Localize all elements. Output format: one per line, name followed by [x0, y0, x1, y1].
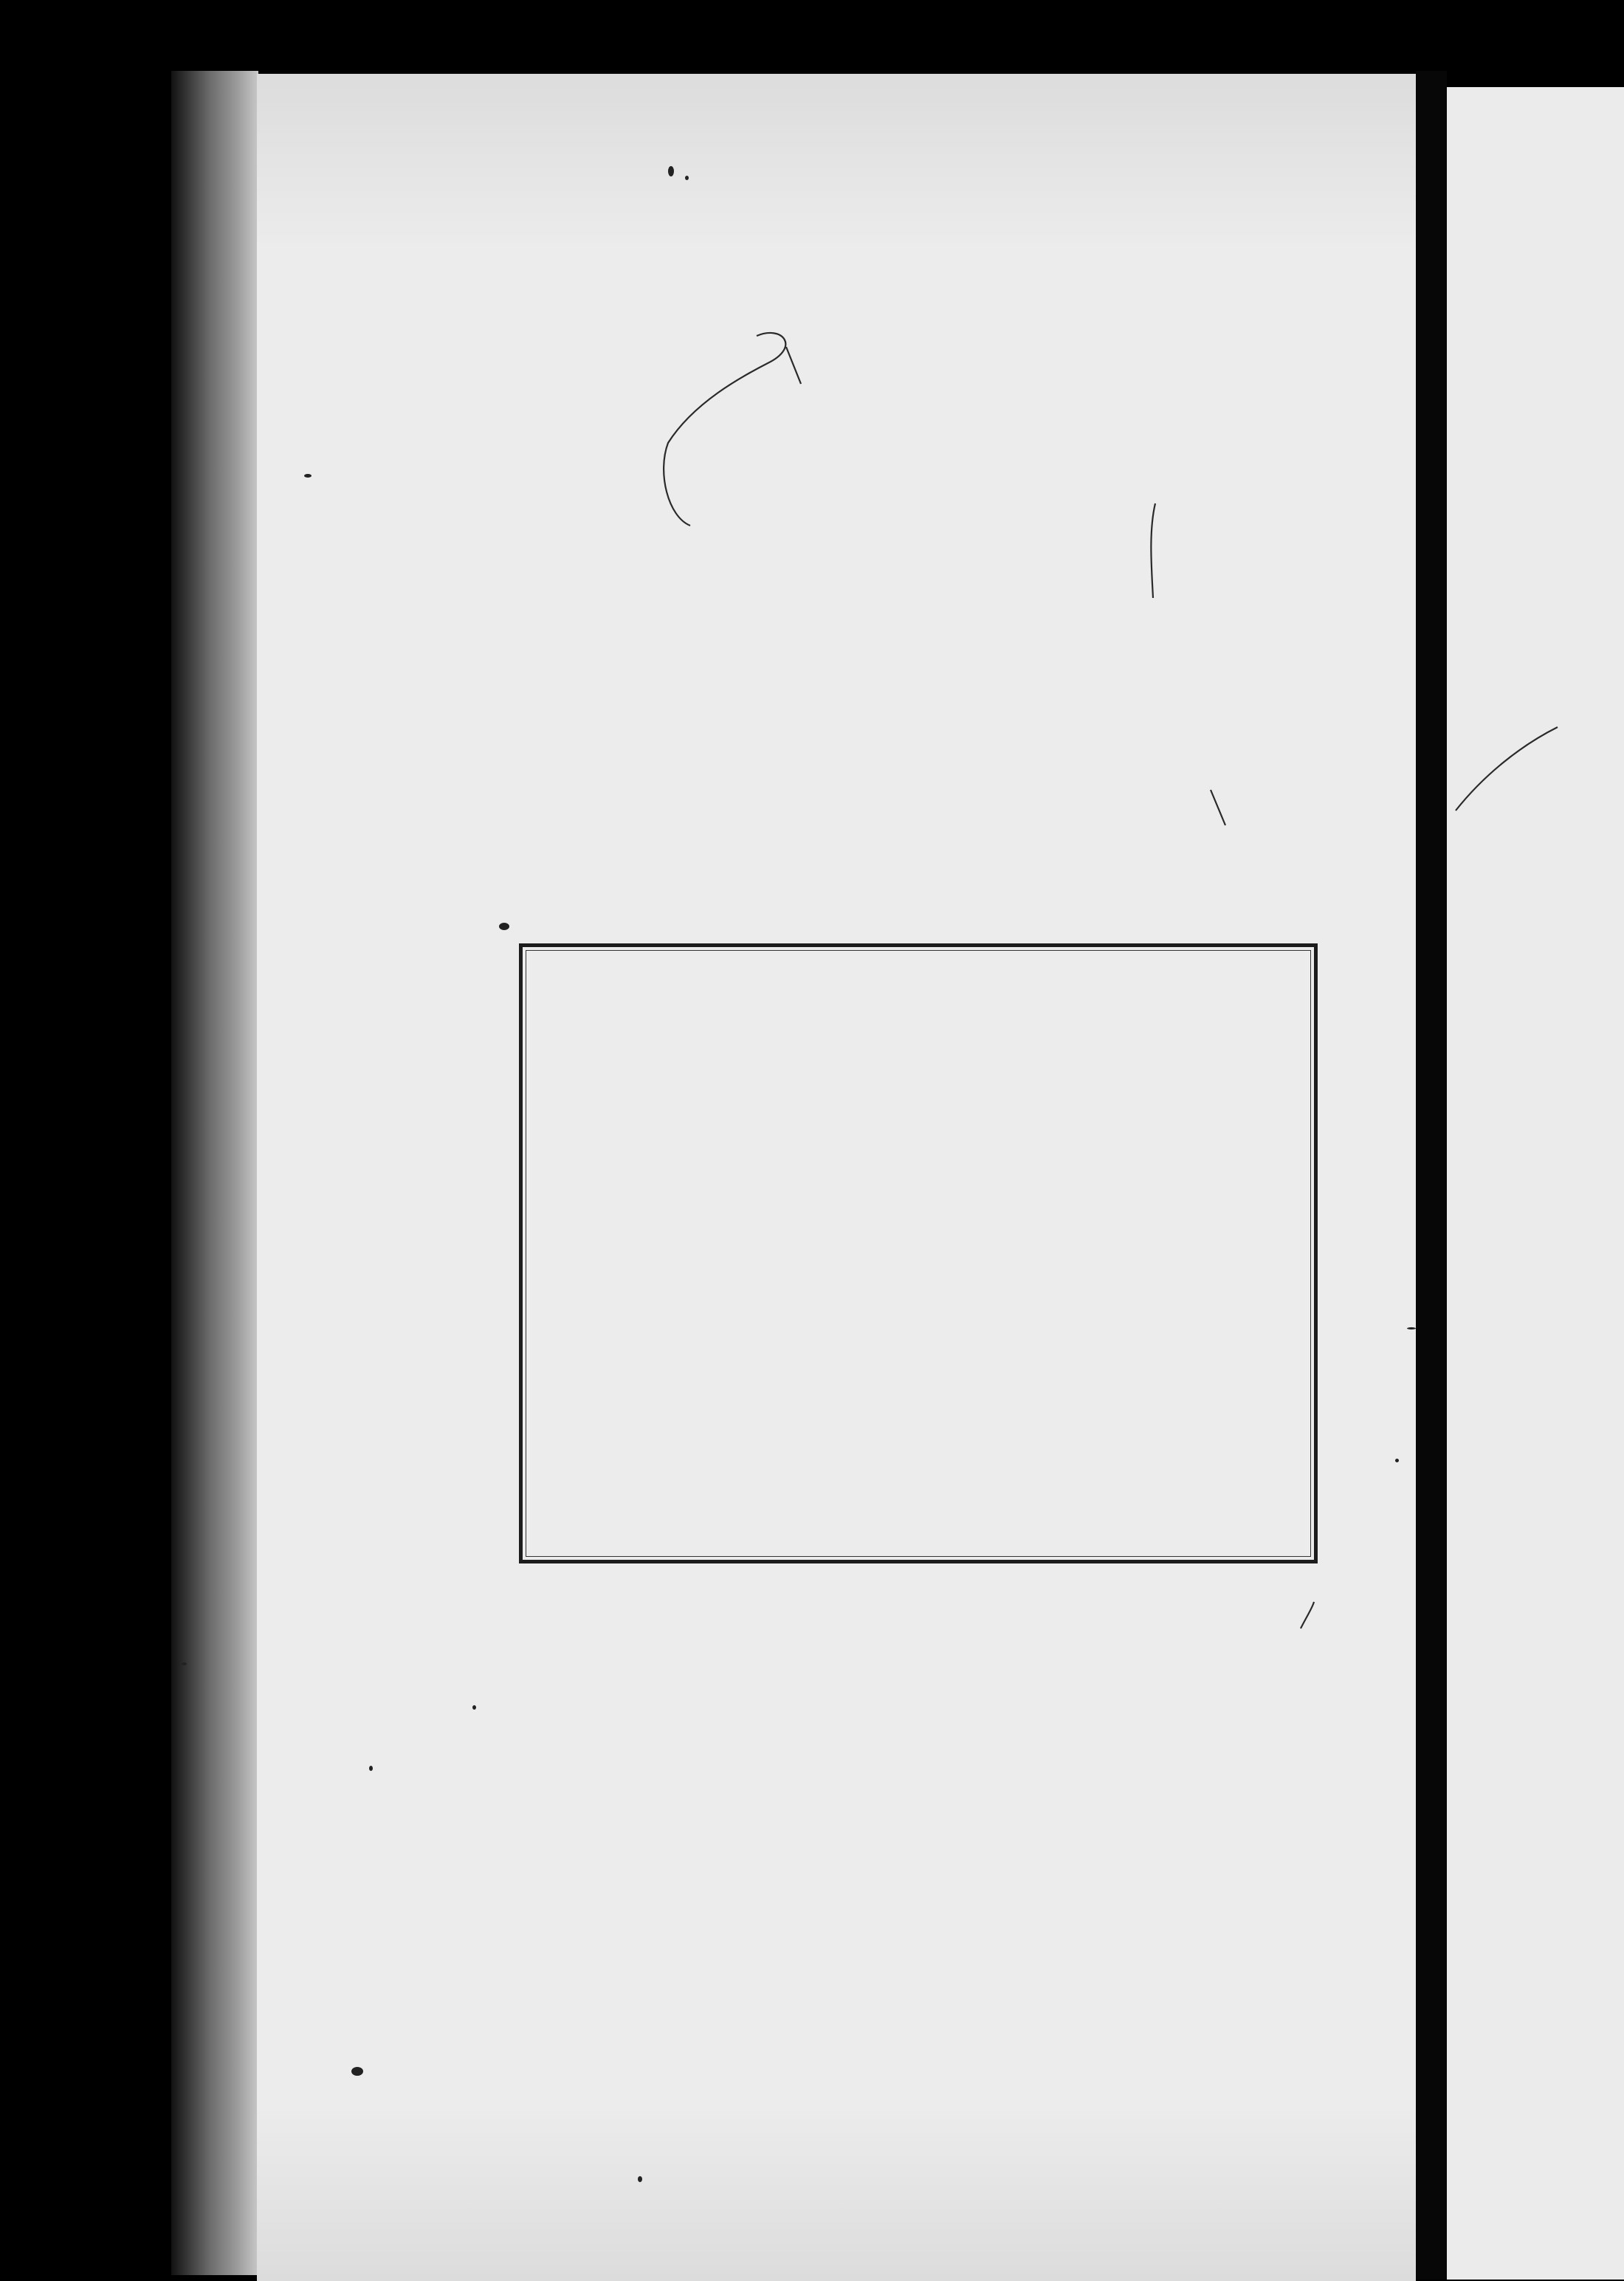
page-gutter — [1416, 71, 1447, 2280]
right-page — [1447, 87, 1624, 2280]
table-body — [526, 951, 1310, 1556]
book-spine — [171, 71, 258, 2275]
seal-catch-table — [519, 943, 1318, 1563]
seal-table — [526, 951, 1310, 1556]
